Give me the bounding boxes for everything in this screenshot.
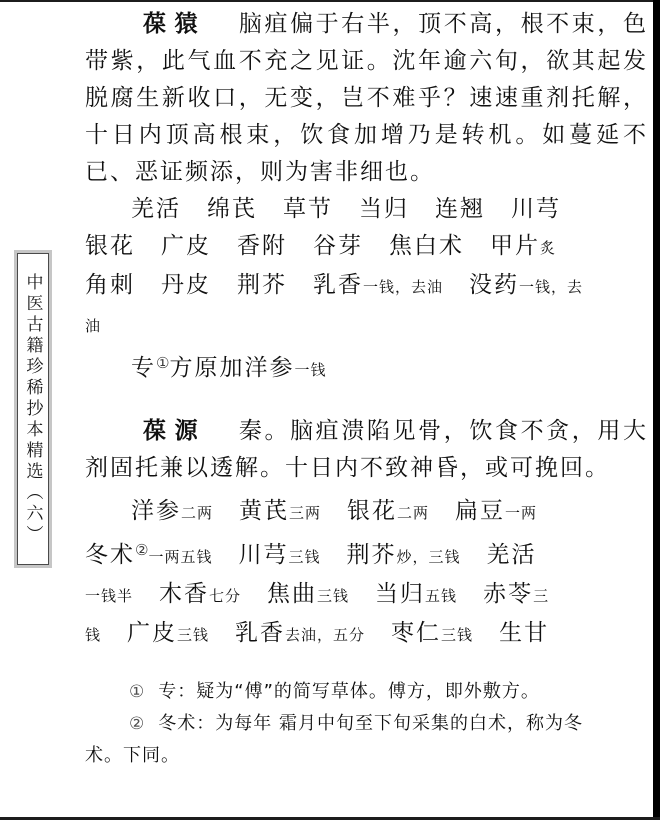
drug-name: 银花 — [85, 233, 135, 259]
prescription-item — [487, 542, 537, 568]
drug-name: 连翘 — [435, 196, 485, 222]
drug-name: 甲片 — [490, 233, 540, 259]
dosage-annotation: 一两 — [505, 504, 538, 522]
prescription-line — [85, 267, 648, 306]
dosage-annotation: 三 — [533, 587, 550, 605]
drug-name: 香附 — [237, 233, 287, 259]
dosage-annotation: 炒，三钱 — [396, 548, 461, 566]
prescription-item — [455, 498, 537, 524]
drug-name: 黄芪 — [239, 498, 290, 524]
prescription-line — [85, 191, 648, 228]
drug-name: 当归 — [359, 196, 409, 222]
prescription-item — [359, 196, 409, 222]
drug-name: 木香 — [159, 581, 210, 607]
dosage-annotation: 去油，五分 — [285, 626, 366, 644]
prescription-item — [237, 272, 287, 298]
drug-name: 荆芥 — [346, 542, 397, 568]
dosage-annotation: 七分 — [209, 587, 242, 605]
prescription-item — [85, 272, 135, 298]
drug-name: 广皮 — [127, 620, 178, 646]
drug-name: 川芎 — [511, 196, 561, 222]
case-1-body: 脑疽偏于右半，顶不高，根不束，色带紫，此气血不充之见证。沈年逾六旬，欲其起发脱腐生新收口，无变，岂不难乎？速速重剂托解，十日内顶高根束，饮食加增乃是转机。如蔓延不已、恶证频添，则为害非细也。 — [85, 11, 649, 185]
external-application-line — [85, 345, 648, 389]
footnotes-section — [85, 676, 648, 772]
dosage-annotation: 三钱 — [177, 626, 210, 644]
drug-name: 角刺 — [85, 272, 135, 298]
series-title-vertical: 中医古籍珍稀抄本精选（六） — [22, 272, 43, 546]
drug-name: 生甘 — [499, 620, 550, 646]
drug-name: 羌活 — [131, 196, 181, 222]
prescription-item — [85, 620, 101, 646]
case-record-1 — [85, 6, 648, 191]
prescription-item — [85, 581, 133, 607]
prescription-item — [346, 542, 460, 568]
dosage-annotation: 一两五钱 — [148, 548, 213, 566]
dosage-annotation: 一钱 — [294, 361, 327, 379]
prescription-item — [283, 196, 333, 222]
dosage-annotation: 油 — [85, 317, 102, 335]
prescription-item — [511, 196, 561, 222]
drug-name: 乳香 — [313, 272, 363, 298]
drug-name: 丹皮 — [161, 272, 211, 298]
footnote-marker: ② — [129, 714, 146, 734]
drug-name: 广皮 — [161, 233, 211, 259]
page-edge-bar — [653, 0, 660, 820]
drug-name: 枣仁 — [391, 620, 442, 646]
drug-name: 当归 — [375, 581, 426, 607]
case-1-heading: 葆猿 — [143, 11, 207, 37]
case-2-body: 秦。脑疽溃陷见骨，饮食不贪，用大剂固托兼以透解。十日内不致神昏，或可挽回。 — [85, 418, 649, 481]
drug-name: 川芎 — [238, 542, 289, 568]
drug-name: 焦曲 — [267, 581, 318, 607]
prescription-item — [483, 581, 549, 607]
drug-name: 乳香 — [235, 620, 286, 646]
prescription-item — [237, 233, 287, 259]
dosage-annotation: 一钱，去 — [519, 278, 584, 296]
prescription-item — [238, 542, 320, 568]
drug-name: 没药 — [469, 272, 520, 298]
drug-name: 荆芥 — [237, 272, 287, 298]
drug-name: 银花 — [347, 498, 398, 524]
footnote-line — [85, 708, 648, 740]
prescription-line — [85, 615, 648, 654]
dosage-annotation: 三钱 — [441, 626, 474, 644]
page-top-rule — [0, 0, 660, 2]
prescription-2 — [85, 493, 648, 654]
case-2-heading: 葆源 — [143, 418, 207, 444]
drug-name: 羌活 — [486, 542, 537, 568]
series-spine-box — [14, 250, 52, 568]
dosage-annotation: 五钱 — [425, 587, 458, 605]
footnote-text: 专：疑为“傅”的简写草体。傅方，即外敷方。 — [158, 681, 540, 702]
prescription-line — [85, 532, 648, 576]
prescription-item — [85, 311, 101, 337]
prescription-item — [127, 620, 209, 646]
prescription-line — [85, 576, 648, 615]
prescription-line — [85, 228, 648, 267]
prescription-item — [490, 233, 556, 259]
prescription-line — [85, 493, 648, 532]
prescription-item — [85, 542, 212, 568]
prescription-item — [391, 620, 473, 646]
drug-name: 专 — [131, 355, 156, 381]
drug-name: 扁豆 — [455, 498, 506, 524]
prescription-item — [313, 272, 443, 298]
prescription-item — [85, 233, 135, 259]
footnote-marker: ① — [129, 682, 146, 702]
footnote-line — [85, 676, 648, 708]
drug-name: 方原加洋参 — [169, 355, 295, 381]
prescription-item — [239, 498, 321, 524]
prescription-item — [469, 272, 583, 298]
drug-name: 绵芪 — [207, 196, 257, 222]
dosage-annotation: 一钱，去油 — [363, 278, 444, 296]
main-text-column — [85, 6, 648, 772]
dosage-annotation: 二两 — [397, 504, 430, 522]
drug-name: 赤苓 — [483, 581, 534, 607]
dosage-annotation: 三两 — [289, 504, 322, 522]
prescription-item — [435, 196, 485, 222]
prescription-item — [161, 272, 211, 298]
drug-name: 焦白术 — [389, 233, 464, 259]
prescription-item — [389, 233, 464, 259]
prescription-item — [131, 355, 326, 381]
dosage-annotation: 一钱半 — [85, 587, 134, 605]
prescription-item — [499, 620, 549, 646]
dosage-annotation: 钱 — [85, 626, 102, 644]
prescription-item — [161, 233, 211, 259]
prescription-1 — [85, 191, 648, 345]
footnote-ref-mark: ② — [135, 541, 149, 559]
drug-name: 谷芽 — [313, 233, 363, 259]
prescription-item — [131, 196, 181, 222]
prescription-item — [347, 498, 429, 524]
dosage-annotation: 三钱 — [288, 548, 321, 566]
dosage-annotation: 三钱 — [317, 587, 350, 605]
drug-name: 草节 — [283, 196, 333, 222]
prescription-item — [131, 498, 213, 524]
prescription-line — [85, 306, 648, 345]
dosage-annotation: 炙 — [540, 239, 557, 257]
footnote-ref-mark: ① — [156, 354, 170, 372]
drug-name: 冬术 — [85, 542, 135, 568]
prescription-item — [207, 196, 257, 222]
drug-name: 洋参 — [131, 498, 181, 524]
prescription-item — [159, 581, 241, 607]
prescription-line — [85, 345, 648, 389]
footnote-continuation-line: 术。下同。 — [85, 745, 180, 766]
prescription-item — [235, 620, 365, 646]
prescription-item — [313, 233, 363, 259]
dosage-annotation: 二两 — [181, 504, 214, 522]
footnote-text: 冬术：为每年 霜月中旬至下旬采集的白术，称为冬 — [158, 713, 583, 734]
prescription-item — [375, 581, 457, 607]
prescription-item — [267, 581, 349, 607]
series-spine-inner-frame — [17, 253, 49, 565]
case-record-2 — [85, 413, 648, 487]
